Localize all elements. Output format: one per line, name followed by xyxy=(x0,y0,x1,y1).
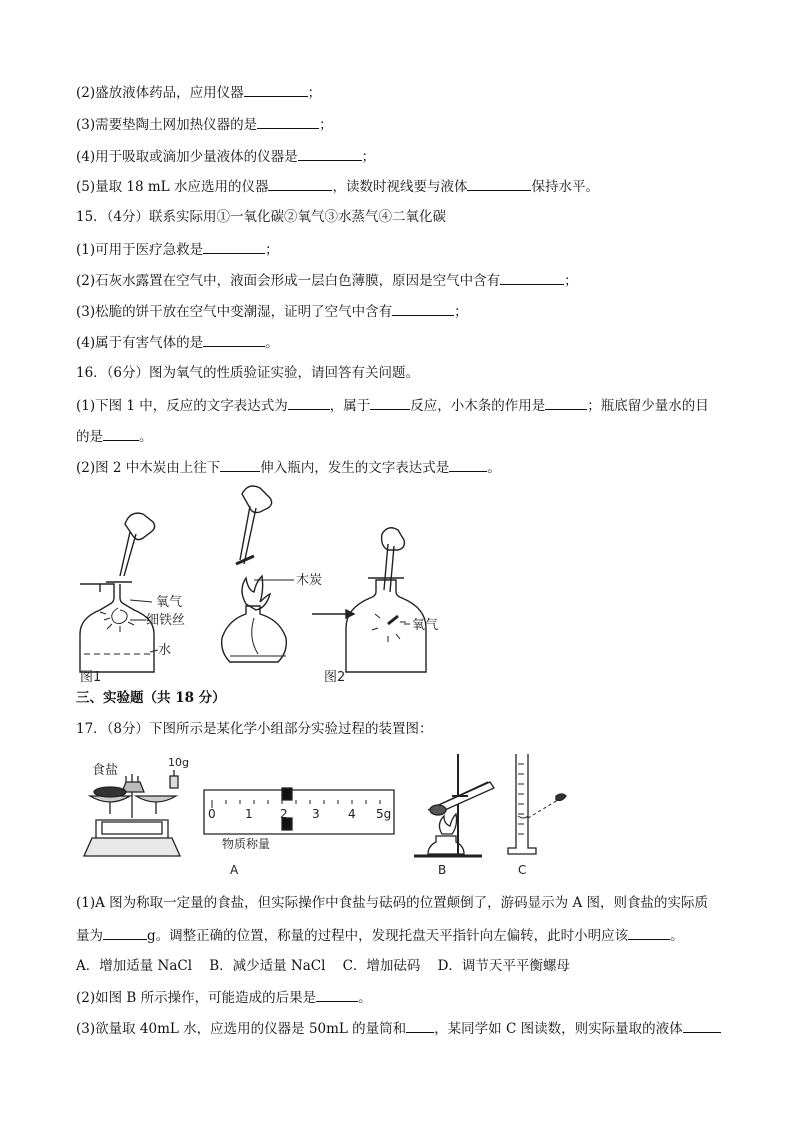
label-C: C xyxy=(518,863,527,877)
label-water: 水 xyxy=(158,643,172,658)
q17-part3-text: (3)欲量取 40mL 水，应选用的仪器是 50mL 的量筒和 xyxy=(76,1021,407,1037)
q16-part2-end: 。 xyxy=(487,460,501,476)
q15-part3-text: (3)松脆的饼干放在空气中变潮湿，证明了空气中含有 xyxy=(76,304,393,320)
lab-apparatus-figure xyxy=(76,752,596,880)
q14-part2-text: (2)盛放液体药品，应用仪器 xyxy=(76,85,244,101)
q15-part3-end: ； xyxy=(454,304,468,320)
answer-blank[interactable] xyxy=(628,925,670,940)
q16-part1a xyxy=(76,395,709,416)
answer-blank[interactable] xyxy=(244,82,308,97)
q14-part3 xyxy=(76,114,333,135)
q17-part1b-end: 。 xyxy=(670,928,684,944)
label-B: B xyxy=(438,863,447,877)
label-charcoal: 木炭 xyxy=(296,573,323,588)
answer-blank[interactable] xyxy=(257,114,319,129)
q15-part2 xyxy=(76,270,578,291)
q17-part1b-text: 量为 xyxy=(76,928,103,944)
q17-part1a-text: (1)A 图为称取一定量的食盐，但实际操作中食盐与砝码的位置颠倒了，游码显示为 A 图，则食盐的实际质 xyxy=(76,895,708,911)
q17-part3-mid: ，某同学如 C 图读数，则实际量取的液体 xyxy=(434,1021,683,1037)
label-A: A xyxy=(230,863,239,877)
answer-blank[interactable] xyxy=(103,925,147,940)
q16-part2-mid: 伸入瓶内，发生的文字表达式是 xyxy=(260,460,450,476)
q16-part1a-end: ；瓶底留少量水的目 xyxy=(587,398,709,414)
q16-title: 16．（6分）图为氧气的性质验证实验，请回答有关问题。 xyxy=(76,365,420,381)
q16-part1a-mid1: ，属于 xyxy=(329,398,371,414)
q15-part4 xyxy=(76,332,279,353)
q17-part1a xyxy=(76,893,708,913)
label-iron-wire: 细铁丝 xyxy=(146,613,186,628)
q14-part4 xyxy=(76,146,375,167)
label-weight: 10g xyxy=(168,756,189,769)
answer-blank[interactable] xyxy=(203,239,265,254)
q14-part3-end: ； xyxy=(319,117,333,133)
label-oxygen-2: 氧气 xyxy=(412,618,439,633)
answer-blank[interactable] xyxy=(467,176,531,191)
q16-part1b-end: 。 xyxy=(139,429,153,445)
answer-blank[interactable] xyxy=(220,457,260,472)
answer-blank[interactable] xyxy=(406,1018,434,1033)
q15-part1 xyxy=(76,239,279,260)
q14-part5-mid: ，读数时视线要与液体 xyxy=(332,179,468,195)
q16-part2 xyxy=(76,457,501,478)
ruler-tick-3: 3 xyxy=(312,807,320,821)
q16-part1b xyxy=(76,426,153,447)
q15-part2-text: (2)石灰水露置在空气中，液面会形成一层白色薄膜，原因是空气中含有 xyxy=(76,273,501,289)
answer-blank[interactable] xyxy=(316,987,358,1002)
answer-blank[interactable] xyxy=(103,426,139,441)
q17-part1b-mid: g。调整正确的位置，称量的过程中，发现托盘天平指针向左偏转，此时小明应该 xyxy=(147,928,629,944)
ruler-tick-1: 1 xyxy=(245,807,253,821)
q14-part5-end: 保持水平。 xyxy=(531,179,599,195)
ruler-caption: 物质称量 xyxy=(222,837,271,851)
q15-part2-end: ； xyxy=(564,273,578,289)
q17-part2 xyxy=(76,987,372,1008)
q14-part2 xyxy=(76,82,321,103)
q14-part5 xyxy=(76,176,599,197)
q14-part4-text: (4)用于吸取或滴加少量液体的仪器是 xyxy=(76,149,298,165)
answer-blank[interactable] xyxy=(298,146,362,161)
answer-blank[interactable] xyxy=(288,395,330,410)
q15-part1-text: (1)可用于医疗急救是 xyxy=(76,242,204,258)
q17-title: 17．（8分）下图所示是某化学小组部分实验过程的装置图： xyxy=(76,721,433,737)
answer-blank[interactable] xyxy=(203,332,265,347)
q15-part4-end: 。 xyxy=(265,335,279,351)
figure-1-caption: 图1 xyxy=(80,670,102,684)
answer-blank[interactable] xyxy=(370,395,410,410)
q15-part3 xyxy=(76,301,468,322)
q17-options: A．增加适量 NaCl B．减少适量 NaCl C．增加砝码 D．调节天平平衡螺母 xyxy=(76,958,570,974)
q15-part1-end: ； xyxy=(265,242,279,258)
q17-part1b xyxy=(76,925,684,946)
figure-2-caption: 图2 xyxy=(324,670,346,684)
ruler-tick-5: 5g xyxy=(376,807,392,821)
q14-part5-text: (5)量取 18 mL 水应选用的仪器 xyxy=(76,179,269,195)
answer-blank[interactable] xyxy=(392,301,454,316)
ruler-tick-2: 2 xyxy=(280,807,288,821)
answer-blank[interactable] xyxy=(500,270,564,285)
answer-blank[interactable] xyxy=(545,395,587,410)
q16-part1a-text: (1)下图 1 中，反应的文字表达式为 xyxy=(76,398,288,414)
section-3-title: 三、实验题（共 18 分） xyxy=(76,690,226,706)
q15-part4-text: (4)属于有害气体的是 xyxy=(76,335,204,351)
answer-blank[interactable] xyxy=(268,176,332,191)
answer-blank[interactable] xyxy=(683,1018,721,1033)
label-salt: 食盐 xyxy=(92,763,119,778)
q14-part3-text: (3)需要垫陶土网加热仪器的是 xyxy=(76,117,258,133)
ruler-tick-4: 4 xyxy=(348,807,356,821)
q14-part2-end: ； xyxy=(307,85,322,101)
q14-part4-end: ； xyxy=(361,149,376,165)
q17-part2-end: 。 xyxy=(358,990,372,1006)
q16-part1b-text: 的是 xyxy=(76,429,103,445)
ruler-tick-0: 0 xyxy=(208,807,216,821)
q16-part1a-mid2: 反应，小木条的作用是 xyxy=(410,398,546,414)
q15-title: 15．（4分）联系实际用①一氧化碳②氧气③水蒸气④二氧化碳 xyxy=(76,209,447,225)
oxygen-experiment-figure xyxy=(70,484,470,684)
q16-part2-text: (2)图 2 中木炭由上往下 xyxy=(76,460,221,476)
label-oxygen-1: 氧气 xyxy=(156,595,183,610)
q17-part2-text: (2)如图 B 所示操作，可能造成的后果是 xyxy=(76,990,317,1006)
answer-blank[interactable] xyxy=(449,457,487,472)
q17-part3 xyxy=(76,1018,721,1039)
